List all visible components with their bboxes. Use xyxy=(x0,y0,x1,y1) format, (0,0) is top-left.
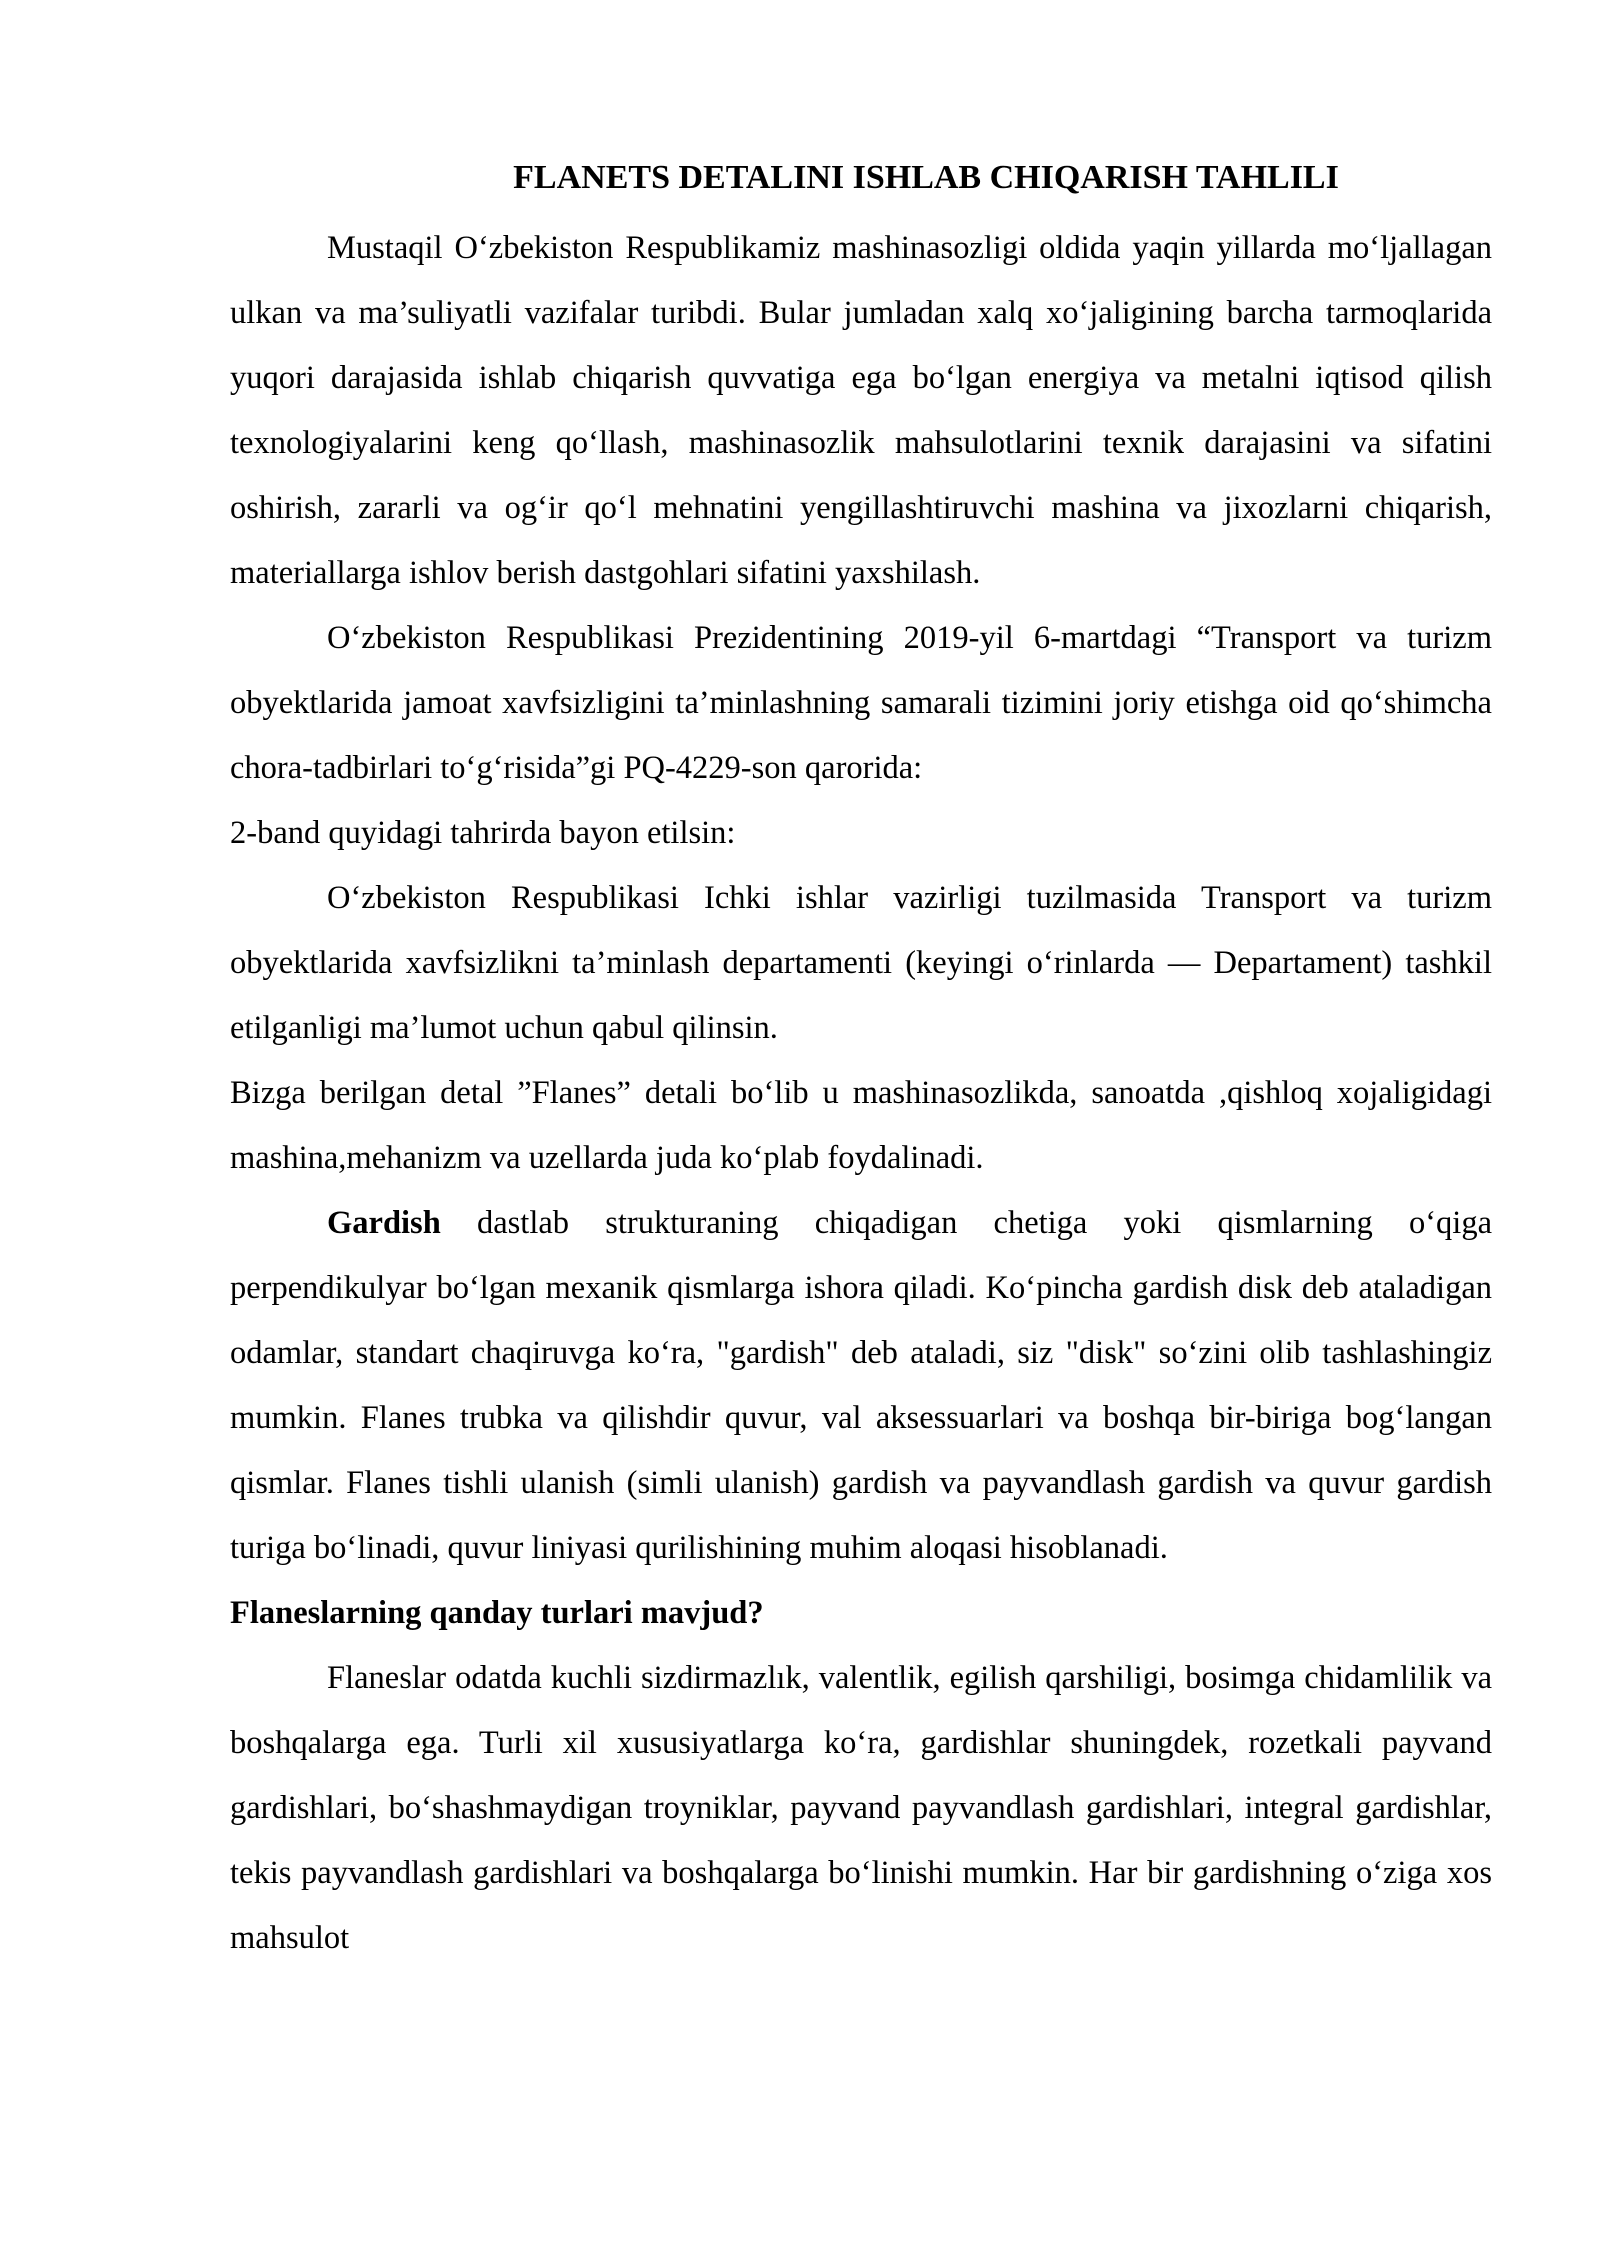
gardish-definition: dastlab strukturaning chiqadigan chetiga yoki qismlarning o‘qiga perpendikulyar bo‘lgan mexanik qismlarga ishora qiladi. Ko‘pincha gardish disk deb ataladigan odamlar, standart chaqiruvga ko‘ra, "gardish" deb ataladi, siz "disk" so‘zini olib tashlashingiz mumkin. Flanes trubka va qilishdir quvur, val aksessuarlari va boshqa bir-biriga bog‘langan qismlar. Flanes tishli ulanish (simli ulanish) gardish va payvandlash gardish va quvur gardish turiga bo‘linadi, quvur liniyasi qurilishining muhim aloqasi hisoblanadi. xyxy=(230,1205,1492,1566)
paragraph-band: 2-band quyidagi tahrirda bayon etilsin: xyxy=(230,815,736,851)
section-heading: Flaneslarning qanday turlari mavjud? xyxy=(230,1595,764,1631)
paragraph-ministry: O‘zbekiston Respublikasi Ichki ishlar vazirligi tuzilmasida Transport va turizm obyektlarida xavfsizlikni ta’minlash departamenti (keyingi o‘rinlarda — Departament) tashkil etilganligi ma’lumot uchun qabul qilinsin. xyxy=(230,880,1492,1046)
document-title: FLANETS DETALINI ISHLAB CHIQARISH TAHLILI xyxy=(513,159,1339,196)
paragraph-detail: Bizga berilgan detal ”Flanes” detali bo‘lib u mashinasozlikda, sanoatda ,qishloq xojaligidagi mashina,mehanizm va uzellarda juda ko‘plab foydalinadi. xyxy=(230,1075,1492,1176)
paragraph-intro: Mustaqil O‘zbekiston Respublikamiz mashinasozligi oldida yaqin yillarda mo‘ljallagan ulkan va ma’suliyatli vazifalar turibdi. Bular jumladan xalq xo‘jaligining barcha tarmoqlarida yuqori darajasida ishlab chiqarish quvvatiga ega bo‘lgan energiya va metalni iqtisod qilish texnologiyalarini keng qo‘llash, mashinasozlik mahsulotlarini texnik darajasini va sifatini oshirish, zararli va og‘ir qo‘l mehnatini yengillashtiruvchi mashina va jixozlarni chiqarish, materiallarga ishlov berish dastgohlari sifatini yaxshilash. xyxy=(230,230,1492,591)
paragraph-decree: O‘zbekiston Respublikasi Prezidentining 2019-yil 6-martdagi “Transport va turizm obyektlarida jamoat xavfsizligini ta’minlashning samarali tizimini joriy etishga oid qo‘shimcha chora-tadbirlari to‘g‘risida”gi PQ-4229-son qarorida: xyxy=(230,620,1492,786)
paragraph-gardish xyxy=(230,1191,1492,1581)
gardish-term: Gardish xyxy=(327,1205,441,1241)
document-page xyxy=(230,148,1492,1971)
paragraph-types: Flaneslar odatda kuchli sizdirmazlık, valentlik, egilish qarshiligi, bosimga chidamlilik va boshqalarga ega. Turli xil xususiyatlarga ko‘ra, gardishlar shuningdek, rozetkali payvand gardishlari, bo‘shashmaydigan troyniklar, payvand payvandlash gardishlari, integral gardishlar, tekis payvandlash gardishlari va boshqalarga bo‘linishi mumkin. Har bir gardishning o‘ziga xos mahsulot xyxy=(230,1660,1492,1956)
